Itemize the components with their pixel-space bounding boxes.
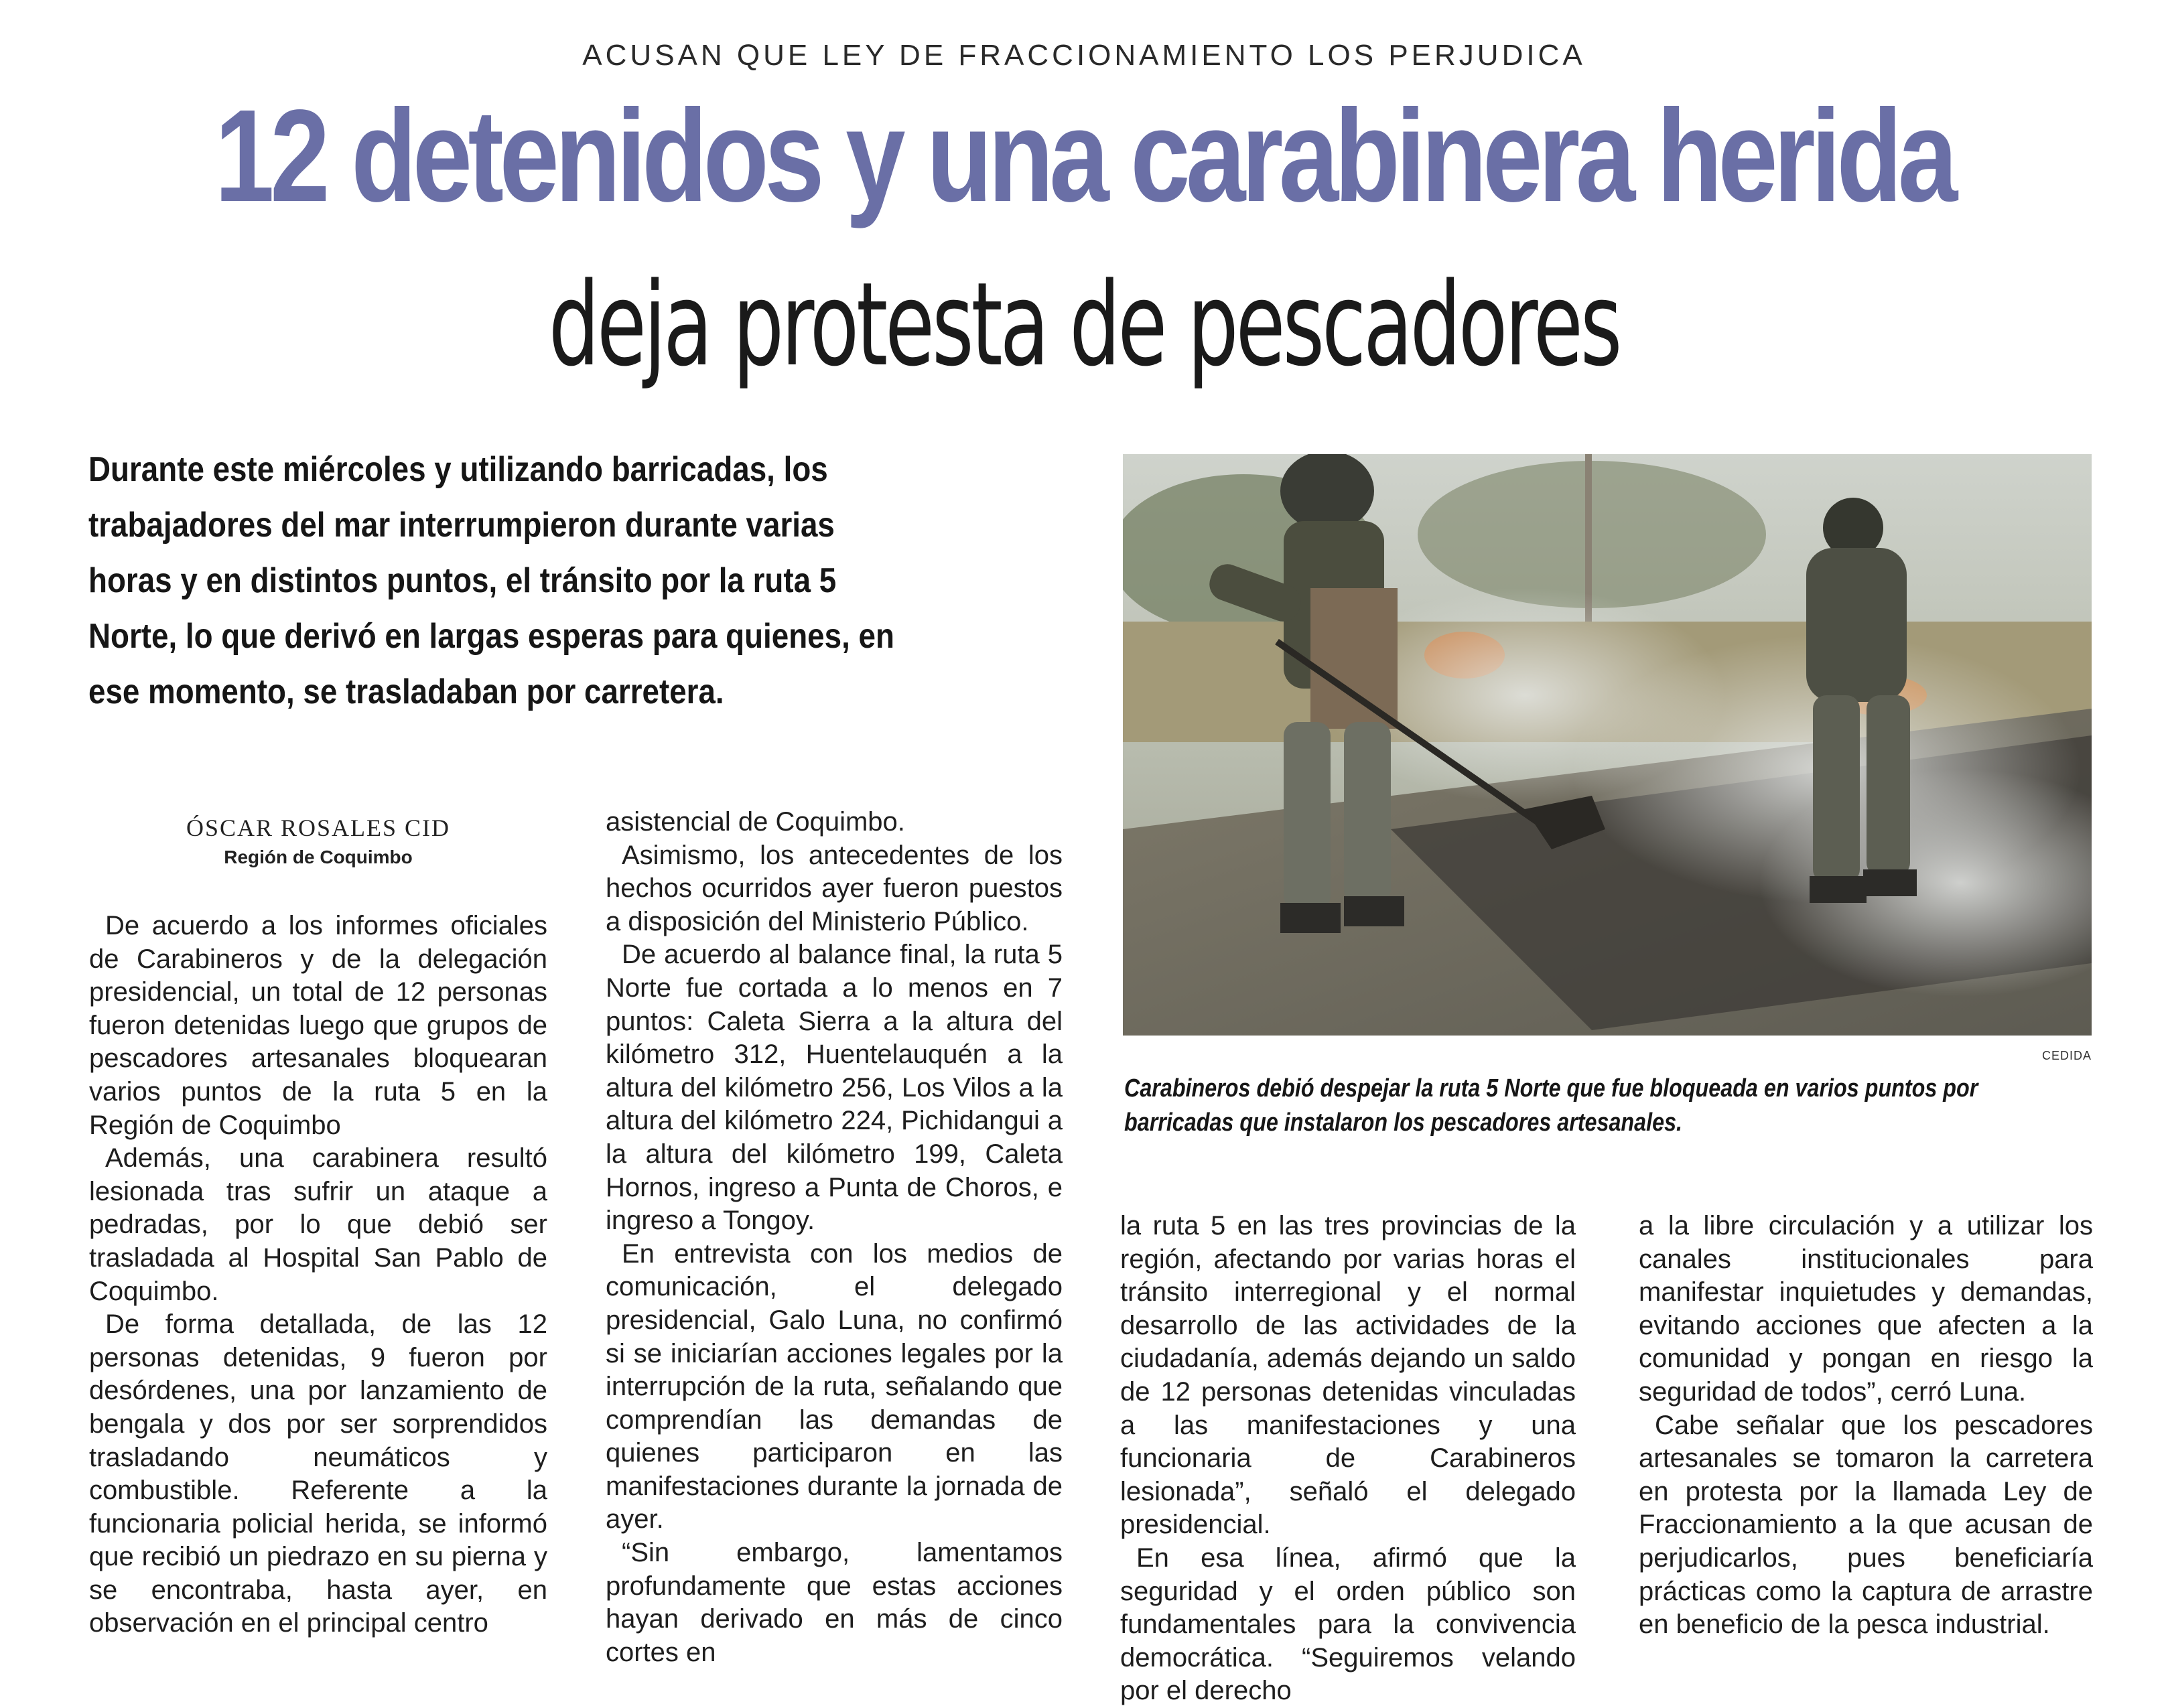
lede: Durante este miércoles y utilizando barricadas, los trabajadores del mar interrumpieron durante varias horas y en distintos puntos, el tránsito por la ruta 5 Norte, lo que derivó en largas esperas para quienes, en ese momento, se trasladaban por carretera. — [88, 450, 894, 711]
body-column-4 — [1639, 1210, 2093, 1642]
paragraph: Cabe señalar que los pescadores artesanales se tomaron la carretera en protesta por la llamada Ley de Fraccionamiento a la que acusan de perjudicarlos, pues beneficiaría prácticas como la captura de arrastre en beneficio de la pesca industrial. — [1639, 1410, 2093, 1640]
kicker: ACUSAN QUE LEY DE FRACCIONAMIENTO LOS PERJUDICA — [582, 39, 1586, 72]
news-photo — [1123, 454, 2092, 1036]
paragraph: De acuerdo a los informes oficiales de Carabineros y de la delegación presidencial, un total de 12 personas fueron detenidas luego que grupos de pescadores artesanales bloquearan varios puntos de la ruta 5 en la Región de Coquimbo — [89, 911, 547, 1140]
paragraph: De forma detallada, de las 12 personas detenidas, 9 fueron por desórdenes, una por lanzamiento de bengala y dos por ser sorprendidos trasladando neumáticos y combustible. Referente a la funcionaria policial herida, se informó que recibió un piedrazo en su pierna y se encontraba, hasta ayer, en observación en el principal centro — [89, 1309, 547, 1638]
paragraph: asistencial de Coquimbo. — [606, 807, 905, 837]
paragraph: la ruta 5 en las tres provincias de la región, afectando por varias horas el tránsito interregional y el normal desarrollo de las actividades de la ciudadanía, además dejando un saldo de 12 personas detenidas vinculadas a las manifestaciones y una funcionaria de Carabineros lesionada”, señaló el delegado presidencial. — [1120, 1211, 1576, 1540]
photo-caption: Carabineros debió despejar la ruta 5 Norte que fue bloqueada en varios puntos por barricadas que instalaron los pescadores artesanales. — [1124, 1074, 1978, 1137]
paragraph: “Sin embargo, lamentamos profundamente que estas acciones hayan derivado en más de cinco cortes en — [606, 1538, 1063, 1667]
body-column-1 — [89, 910, 547, 1640]
photo-credit: CEDIDA — [2041, 1049, 2092, 1062]
paragraph: a la libre circulación y a utilizar los canales institucionales para manifestar inquietudes y demandas, evitando acciones que afecten a la comunidad y pongan en riesgo la seguridad de todos”, cerró Luna. — [1639, 1211, 2093, 1407]
headline-line-2: deja protesta de pescadores — [548, 257, 1620, 392]
paragraph: En entrevista con los medios de comunicación, el delegado presidencial, Galo Luna, no confirmó si se iniciarían acciones legales por la interrupción de la ruta, señalando que comprendían las demandas de quienes participaron en las manifestaciones durante la jornada de ayer. — [606, 1238, 1063, 1535]
paragraph: Además, una carabinera resultó lesionada tras sufrir un ataque a pedradas, por lo que debió ser trasladada al Hospital San Pablo de Coquimbo. — [89, 1143, 547, 1306]
byline-author: ÓSCAR ROSALES CID — [186, 814, 451, 841]
paragraph: Asimismo, los antecedentes de los hechos ocurridos ayer fueron puestos a disposición del Ministerio Público. — [606, 840, 1063, 936]
paragraph: En esa línea, afirmó que la seguridad y el orden público son fundamentales para la convivencia democrática. “Seguiremos velando por el derecho — [1120, 1543, 1576, 1706]
paragraph: De acuerdo al balance final, la ruta 5 Norte fue cortada a lo menos en 7 puntos: Caleta Sierra a la altura del kilómetro 312, Huentelauquén a la altura del kilómetro 256, Los Vilos a la altura del kilómetro 224, Pichidangui a la altura del kilómetro 199, Caleta Hornos, ingreso a Punta de Choros, e ingreso a Tongoy. — [606, 940, 1063, 1236]
headline-line-1: 12 detenidos y una carabinera herida — [214, 82, 1954, 229]
body-column-3 — [1120, 1210, 1576, 1708]
byline-region: Región de Coquimbo — [224, 847, 413, 867]
body-column-2 — [606, 806, 1063, 1669]
